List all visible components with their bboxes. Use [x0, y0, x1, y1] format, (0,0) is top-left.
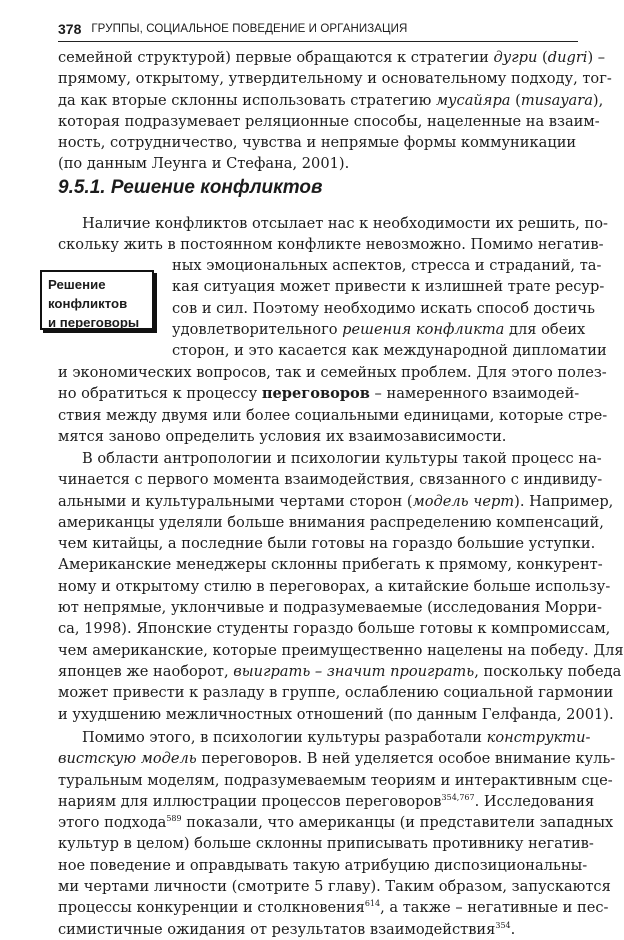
running-title: ГРУППЫ, СОЦИАЛЬНОЕ ПОВЕДЕНИЕ И ОРГАНИЗАЦИЯ	[91, 23, 408, 35]
text-line: ных эмоциональных аспектов, стресса и страданий, та-	[172, 257, 602, 274]
text-line: процессы конкуренции и столкновения$^{614}$, а также – негативные и пес-	[58, 899, 609, 917]
text-line: ствия между двумя или более социальными единицами, которые стре-	[58, 406, 608, 424]
text-line: ность, сотрудничество, чувства и непрямые формы коммуникации	[58, 134, 577, 152]
text-line: которая подразумевает реляционные способы, нацеленные на взаим-	[58, 112, 600, 130]
page-header	[58, 18, 578, 40]
text-line: американцы уделяли больше внимания распределению компенсаций,	[58, 513, 604, 531]
text-line: сторон, и это касается как международной дипломатии	[172, 342, 607, 360]
text-line: ное поведение и оправдывать такую атрибуцию диспозициональны-	[58, 856, 588, 874]
text-line: но обратиться к процессу переговоров – намеренного взаимодей-	[58, 385, 580, 403]
text-line: скольку жить в постоянном конфликте невозможно. Помимо негатив-	[58, 236, 604, 254]
text-line: В области антропологии и психологии культуры такой процесс на-	[82, 450, 602, 467]
text-line: культур в целом) больше склонны приписывать противнику негатив-	[58, 835, 594, 853]
text-line: сов и сил. Поэтому необходимо искать способ достичь	[172, 299, 595, 317]
paragraph-3	[58, 448, 624, 725]
text-line: чем американские, которые преимущественно нацелены на победу. Для	[58, 641, 624, 659]
margin-note-box	[40, 270, 154, 330]
paragraph-2-rest	[58, 362, 608, 447]
text-line: вистскую модель переговоров. В ней уделяется особое внимание куль-	[58, 750, 616, 768]
text-line: ми чертами личности (смотрите 5 главу). Таким образом, запускаются	[58, 878, 611, 896]
text-line: Помимо этого, в психологии культуры разработали конструкти-	[82, 729, 591, 746]
text-line: мятся заново определить условия их взаимозависимости.	[58, 427, 507, 445]
text-line: кая ситуация может привести к излишней трате ресур-	[172, 278, 605, 296]
text-line: туральным моделям, подразумеваемым теориям и интерактивным сце-	[58, 771, 613, 789]
paragraph-2-intro	[58, 213, 608, 256]
text-line: семейной структурой) первые обращаются к стратегии дугри (dugri) –	[58, 49, 606, 66]
text-line: чем китайцы, а последние были готовы на гораздо большие уступки.	[58, 535, 596, 553]
text-line: Американские менеджеры склонны прибегать к прямому, конкурент-	[58, 556, 603, 574]
header-rule	[58, 41, 578, 42]
text-line: да как вторые склонны использовать стратегию мусайяра (musayara),	[58, 91, 604, 109]
text-line: и ухудшению межличностных отношений (по данным Гелфанда, 2001).	[58, 705, 614, 723]
text-line: может привести к разладу в группе, ослаблению социальной гармонии	[58, 684, 614, 702]
margin-note-line: и переговоры	[48, 315, 140, 330]
text-line: этого подхода$^{589}$ показали, что американцы (и представители западных	[58, 814, 614, 832]
text-line: японцев же наоборот, выиграть – значит проиграть, поскольку победа	[58, 662, 622, 680]
margin-note-line: конфликтов	[48, 296, 128, 311]
text-line: Наличие конфликтов отсылает нас к необходимости их решить, по-	[82, 215, 608, 232]
text-line: (по данным Леунга и Стефана, 2001).	[58, 155, 350, 173]
section-heading: 9.5.1. Решение конфликтов	[58, 177, 323, 198]
margin-note-line: Решение	[48, 277, 106, 292]
text-line: ному и открытому стилю в переговорах, а китайские больше использу-	[58, 577, 611, 595]
text-line: чинается с первого момента взаимодействия, связанного с индивиду-	[58, 471, 603, 489]
text-line: ют непрямые, уклончивые и подразумеваемые (исследования Морри-	[58, 599, 602, 617]
paragraph-2-wrapped	[172, 255, 607, 361]
text-line: альными и культуральными чертами сторон (модель черт). Например,	[58, 492, 614, 510]
paragraph-4	[58, 727, 616, 940]
text-line: удовлетворительного решения конфликта для обеих	[172, 320, 586, 338]
text-line: и экономических вопросов, так и семейных проблем. Для этого полез-	[58, 364, 607, 381]
text-line: прямому, открытому, утвердительному и основательному подходу, тог-	[58, 70, 612, 88]
text-line: симистичные ожидания от результатов взаимодействия$^{354}$.	[58, 920, 516, 938]
text-line: са, 1998). Японские студенты гораздо больше готовы к компромиссам,	[58, 620, 611, 638]
paragraph-1	[58, 47, 612, 175]
page-number: 378	[58, 21, 82, 37]
text-line: нариям для иллюстрации процессов переговоров$^{354,767}$. Исследования	[58, 792, 595, 810]
